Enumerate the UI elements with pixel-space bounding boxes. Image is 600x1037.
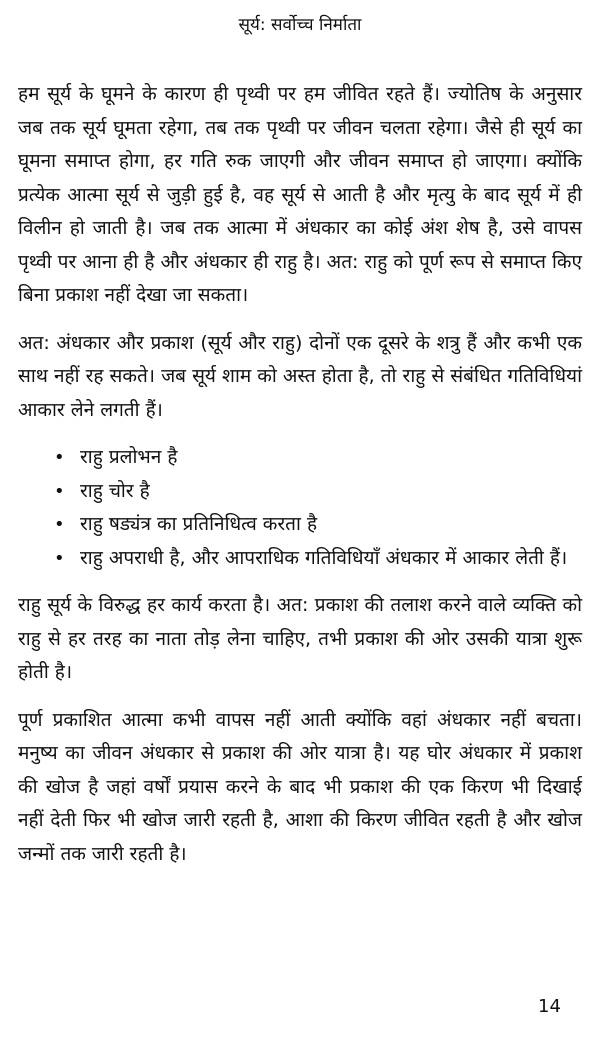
running-header-title: सूर्य: सर्वोच्च निर्माता [238, 15, 362, 35]
list-item [18, 542, 582, 576]
paragraph-1: हम सूर्य के घूमने के कारण ही पृथ्वी पर हम जीवित रहते हैं। ज्योतिष के अनुसार जब तक सूर्य घूमता रहेगा, तब तक पृथ्वी पर जीवन चलता रहेगा। जैसे ही सूर्य का घूमना समाप्त होगा, हर गति रुक जाएगी और जीवन समाप्त हो जाएगा। क्योंकि प्रत्येक आत्मा सूर्य से जुड़ी हुई है, वह सूर्य से आती है और मृत्यु के बाद सूर्य में ही विलीन हो जाती है। जब तक आत्मा में अंधकार का कोई अंश शेष है, उसे वापस पृथ्वी पर आना ही है और अंधकार ही राहु है। अत: राहु को पूर्ण रूप से समाप्त किए बिना प्रकाश नहीं देखा जा सकता। [18, 83, 582, 306]
list-item [18, 475, 582, 509]
paragraph-3: राहु सूर्य के विरुद्ध हर कार्य करता है। अत: प्रकाश की तलाश करने वाले व्यक्ति को राहु से हर तरह का नाता तोड़ लेना चाहिए, तभी प्रकाश की ओर उसकी यात्रा शुरू होती है। [18, 594, 582, 683]
list-item-text: राहु प्रलोभन है [80, 446, 178, 468]
bullet-icon: • [54, 480, 65, 502]
bullet-icon: • [54, 547, 65, 569]
paragraph-2: अत: अंधकार और प्रकाश (सूर्य और राहु) दोनों एक दूसरे के शत्रु हैं और कभी एक साथ नहीं रह सकते। जब सूर्य शाम को अस्त होता है, तो राहु से संबंधित गतिविधियां आकार लेने लगती हैं। [18, 331, 582, 421]
paragraph-4: पूर्ण प्रकाशित आत्मा कभी वापस नहीं आती क्योंकि वहां अंधकार नहीं बचता। मनुष्य का जीवन अंधकार से प्रकाश की ओर यात्रा है। यह घोर अंधकार में प्रकाश की खोज है जहां वर्षों प्रयास करने के बाद भी प्रकाश की एक किरण भी दिखाई नहीं देती फिर भी खोज जारी रहती है, आशा की किरण जीवित रहती है और खोज जन्मों तक जारी रहती है। [18, 708, 582, 865]
bullet-icon: • [54, 514, 65, 535]
bullet-icon: • [54, 447, 65, 468]
list-item [18, 508, 582, 542]
list-item [18, 441, 582, 475]
list-item-text: राहु अपराधी है, और आपराधिक गतिविधियाँ अंधकार में आकार लेती हैं। [80, 546, 568, 569]
list-item-text: राहु षड्यंत्र का प्रतिनिधित्व करता है [80, 513, 318, 535]
list-item-text: राहु चोर है [80, 479, 150, 502]
bullet-list [18, 441, 582, 575]
page-body [18, 78, 582, 885]
page-number: 14 [538, 996, 561, 1017]
